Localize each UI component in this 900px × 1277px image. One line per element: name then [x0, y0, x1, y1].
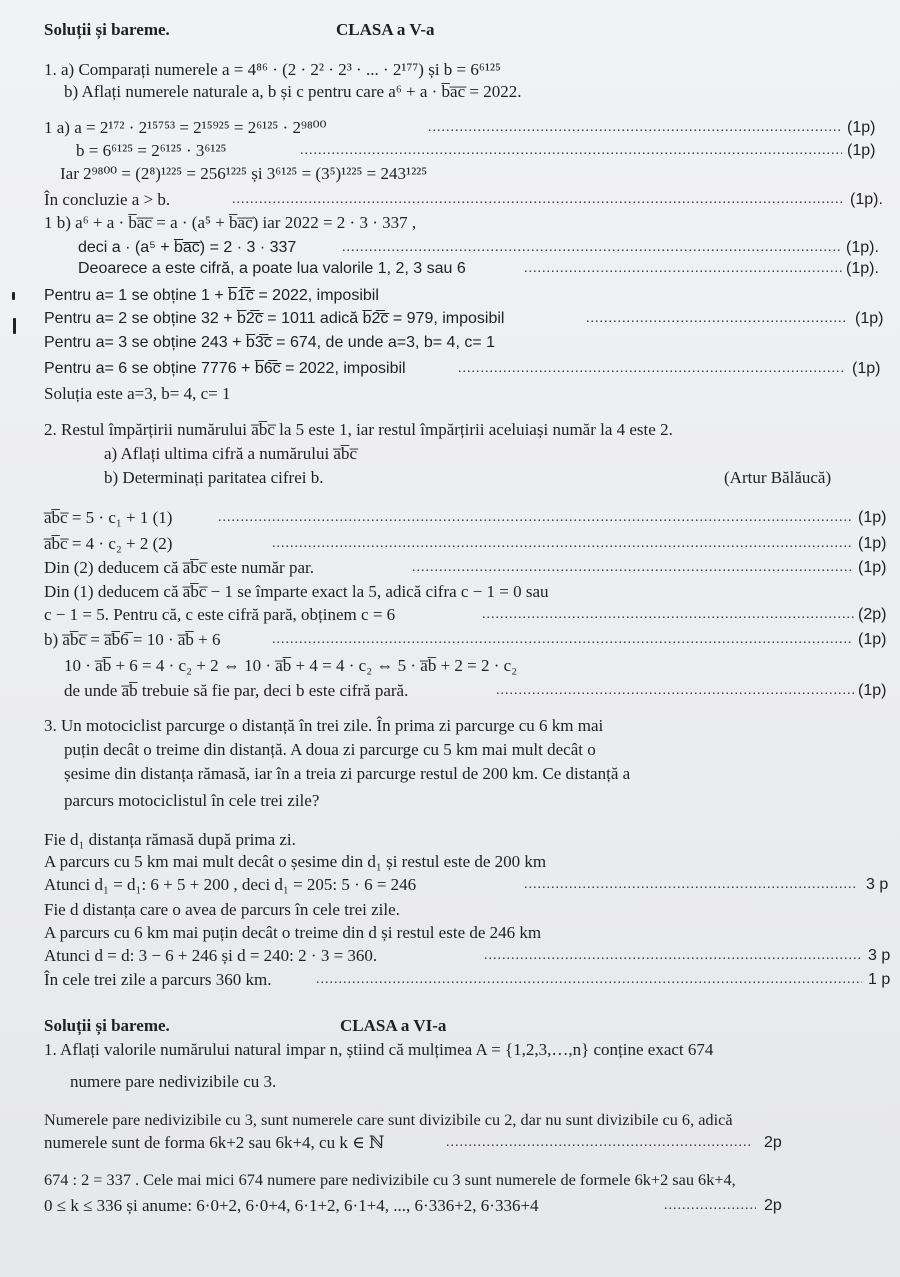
dot-leader — [524, 875, 858, 895]
dot-leader — [272, 534, 852, 554]
dot-leader — [586, 309, 848, 329]
dot-leader — [218, 508, 852, 528]
dot-leader — [496, 681, 854, 701]
points: 2p — [764, 1134, 782, 1151]
dot-leader — [412, 558, 852, 578]
points: (1p) — [858, 509, 887, 526]
points: (1p). — [846, 239, 879, 256]
header-title: Soluții și bareme. — [44, 20, 170, 39]
points: (1p). — [850, 191, 883, 208]
dot-leader — [428, 118, 842, 138]
points: (1p) — [847, 119, 876, 136]
dot-leader — [458, 359, 846, 379]
points: (2p) — [858, 606, 887, 623]
points: (1p) — [858, 535, 887, 552]
dot-leader — [342, 238, 842, 258]
points: 2p — [764, 1197, 782, 1214]
author: (Artur Bălăucă) — [724, 468, 832, 487]
header-clasa: CLASA a V-a — [336, 20, 435, 39]
dot-leader — [272, 630, 852, 650]
points: (1p) — [847, 142, 876, 159]
header-title: Soluții și bareme. — [44, 1016, 170, 1035]
margin-mark — [12, 292, 15, 300]
points: (1p) — [858, 559, 887, 576]
dot-leader — [316, 970, 862, 990]
header-clasa: CLASA a VI-a — [340, 1016, 447, 1035]
dot-leader — [482, 605, 854, 625]
points: (1p) — [858, 682, 887, 699]
dot-leader — [484, 946, 862, 966]
points: 3 p — [868, 947, 891, 964]
points: (1p) — [858, 631, 887, 648]
dot-leader — [524, 259, 842, 279]
points: (1p). — [846, 260, 879, 277]
exam-solutions-page: Soluții și bareme. CLASA a V-a 1. a) Comparați numerele a = 4⁸⁶ · (2 · 2² · 2³ · ... · 2¹⁷⁷) și b = 6⁶¹²⁵ b) Aflați numerele naturale a, b și c pentru care a⁶ + a · b̅a̅c̅ = 2022. 1 a) a = 2¹⁷² · 2¹⁵⁷⁵³ = 2¹⁵⁹²⁵ = 2⁶¹²⁵ · 2⁹⁸⁰⁰ ..... (1p) b = 6⁶¹²⁵ = 2⁶¹²⁵ · 3⁶¹²⁵ ..... (1p) Iar 2⁹⁸⁰⁰ = (2⁸)¹²²⁵ = 256¹²²⁵ și 3⁶¹²⁵ = (3⁵)¹²²⁵ = 243¹²²⁵ În concluzie a > b. ..... (1p). 1 b) a⁶ + a · b̅a̅c̅ = a · (a⁵ + b̅a̅c̅) iar 2022 = 2 · 3 · 337 , deci a · (a⁵ + b̅a̅c̅) = 2 · 3 · 337 ..... (1p). Deoarece a este cifră, a poate lua valorile 1, 2, 3 sau 6 ..... (1p). Pentru a= 1 se obține 1 + b̅1̅c̅ = 2022, imposibil Pentru a= 2 se obține 32 + b̅2̅c̅ = 1011 adică b̅2̅c̅ = 979, imposibil ..... (1p) Pentru a= 3 se obține 243 + b̅3̅c̅ = 674, de unde a=3, b= 4, c= 1 Pentru a= 6 se obține 7776 + b̅6̅c̅ = 2022, imposibil ..... (1p) Soluția este a=3, b= 4, c= 1 2. Restul împărțirii numărului a̅b̅c̅ la 5 este 1, iar restul împărțirii aceluiași număr la 4 este 2. a) Aflați ultima cifră a numărului a̅b̅c̅ b) Determinați paritatea cifrei b. (Artur Bălăucă) a̅b̅c̅ = 5 · c₁ + 1 (1) ..... (1p) a̅b̅c̅ = 4 · c₂ + 2 (2) ..... (1p) Din (2) deducem că a̅b̅c̅ este număr par. ..... (1p) Din (1) deducem că a̅b̅c̅ − 1 se împarte exact la 5, adică cifra c − 1 = 0 sau c − 1 = 5. Pentru că, c este cifră pară, obținem c = 6 ..... (2p) b) a̅b̅c̅ = a̅b̅6̅ = 10 · a̅b̅ + 6 ..... (1p) 10 · a̅b̅ + 6 = 4 · c₂ + 2 ⇔ 10 · a̅b̅ + 4 = 4 · c₂ ⇔ 5 · a̅b̅ + 2 = 2 · c₂ de unde a̅b̅ trebuie să fie par, deci b este cifră pară. ..... (1p) 3. Un motociclist parcurge o distanță în trei zile. În prima zi parcurge cu 6 km mai puțin decât o treime din distanță. A doua zi parcurge cu 5 km mai mult decât o șesime din distanța rămasă, iar în a treia zi parcurge restul de 200 km. Ce distanță a parcurs motociclistul în cele trei zile? Fie d₁ distanța rămasă după prima zi. A parcurs cu 5 km mai mult decât o șesime din d₁ și restul este de 200 km Atunci d₁ = d₁: 6 + 5 + 200 , deci d₁ = 205: 5 · 6 = 246 ..... 3 p Fie d distanța care o avea de parcurs în cele trei zile. A parcurs cu 6 km mai puțin decât o treime din d și restul este de 246 km Atunci d = d: 3 − 6 + 246 și d = 240: 2 · 3 = 360. ..... 3 p În cele trei zile a parcurs 360 km. ..... 1 p Soluții și bareme. CLASA a VI-a 1. Aflați valorile numărului natural impar n, știind că mulțimea A = {1,2,3,…,n} conține exact 674 numere pare nedivizibile cu 3. Numerele pare nedivizibile cu 3, sunt numerele care sunt divizibile cu 2, dar nu sunt divizibile cu 6, adică numerele sunt de forma 6k+2 sau 6k+4, cu k ∈ ℕ ..... 2p 674 : 2 = 337 . Cele mai mici 674 numere pare nedivizibile cu 3 sunt numerele de formele 6k+2 sau 6k+4, 0 ≤ k ≤ 336 și anume: 6·0+2, 6·0+4, 6·1+2, 6·1+4, ..., 6·336+2, 6·336+4 ..... 2p — [0, 0, 900, 1277]
dot-leader — [232, 190, 844, 210]
points: 3 p — [866, 876, 889, 893]
margin-mark — [13, 318, 16, 334]
points: (1p) — [852, 360, 881, 377]
points: 1 p — [868, 971, 891, 988]
dot-leader — [446, 1133, 752, 1153]
dot-leader — [300, 141, 842, 161]
dot-leader — [664, 1196, 756, 1216]
points: (1p) — [855, 310, 884, 327]
